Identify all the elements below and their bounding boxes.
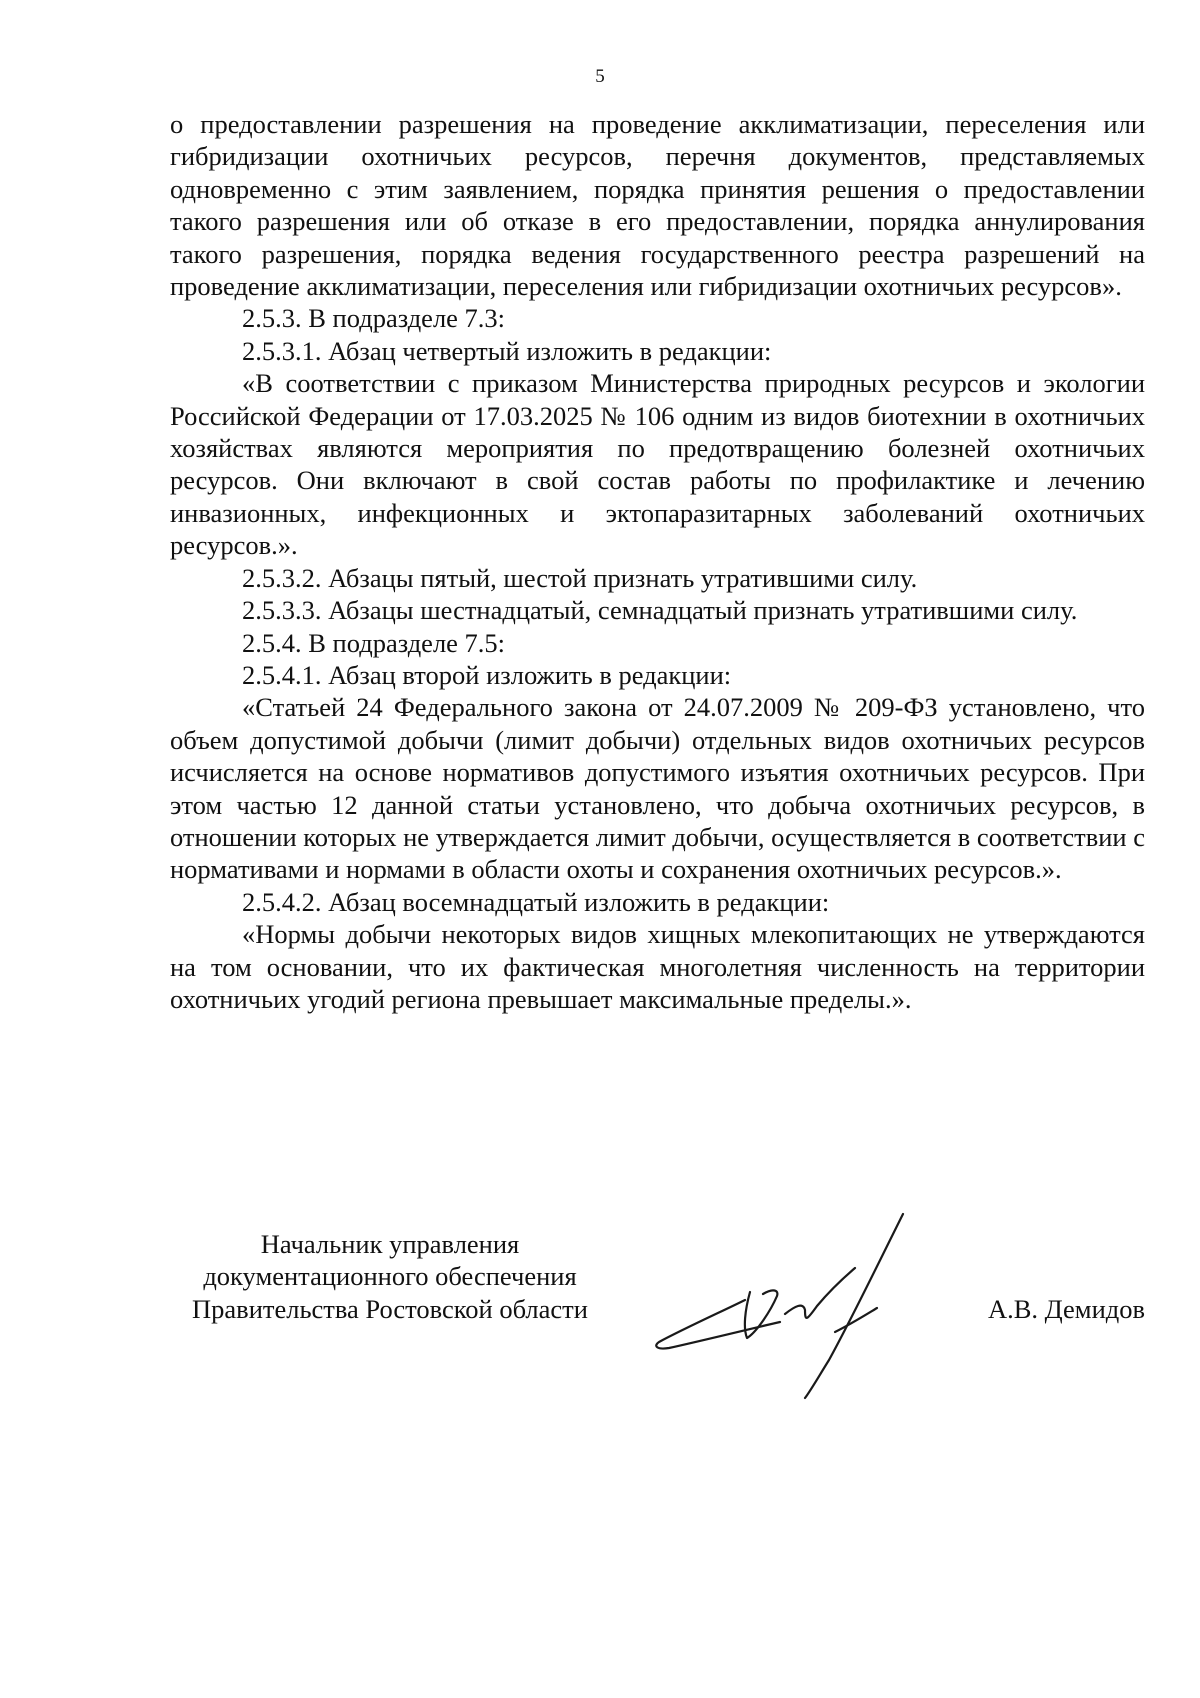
signatory-title-line: Правительства Ростовской области [192, 1293, 588, 1324]
signatory-title-line: Начальник управления [260, 1229, 520, 1259]
paragraph: о предоставлении разрешения на проведение акклиматизации, переселения или гибридизации охотничьих ресурсов, перечня документов, представляемых одновременно с этим заявлением, порядка принятия решения о предоставлении такого разрешения или об отказе в его предоставлении, порядка аннулирования такого разрешения, порядка ведения государственного реестра разрешений на проведение акклиматизации, переселения или гибридизации охотничьих ресурсов». [170, 109, 1145, 302]
paragraph: 2.5.3. В подразделе 7.3: [242, 303, 506, 334]
signature-block [170, 1228, 1145, 1388]
paragraph: 2.5.3.3. Абзацы шестнадцатый, семнадцатый признать утратившими силу. [242, 595, 1078, 626]
signatory-name: А.В. Демидов [987, 1293, 1145, 1324]
paragraph: «Статьей 24 Федерального закона от 24.07.2009 № 209-ФЗ установлено, что объем допустимой добычи (лимит добычи) отдельных видов охотничьих ресурсов исчисляется на основе нормативов допустимого изъятия охотничьих ресурсов. При этом частью 12 данной статьи установлено, что добыча охотничьих ресурсов, в отношении которых не утверждается лимит добычи, осуществляется в соответствии с нормативами и нормами в области охоты и сохранения охотничьих ресурсов.». [170, 692, 1145, 885]
page-number: 5 [595, 66, 605, 87]
signatory-title [170, 1228, 610, 1325]
paragraph: «В соответствии с приказом Министерства природных ресурсов и экологии Российской Федерации от 17.03.2025 № 106 одним из видов биотехнии в охотничьих хозяйствах являются мероприятия по предотвращению болезней охотничьих ресурсов. Они включают в свой состав работы по профилактике и лечению инвазионных, инфекционных и эктопаразитарных заболеваний охотничьих ресурсов.». [170, 368, 1145, 561]
document-body [170, 108, 1145, 1015]
signatory-title-line: документационного обеспечения [203, 1261, 577, 1292]
paragraph: 2.5.3.2. Абзацы пятый, шестой признать утратившими силу. [242, 562, 918, 593]
paragraph: 2.5.4. В подразделе 7.5: [242, 627, 506, 658]
paragraph: 2.5.4.1. Абзац второй изложить в редакции: [242, 659, 732, 690]
paragraph: 2.5.4.2. Абзац восемнадцатый изложить в редакции: [242, 886, 830, 917]
paragraph: 2.5.3.1. Абзац четвертый изложить в редакции: [242, 335, 772, 366]
paragraph: «Нормы добычи некоторых видов хищных млекопитающих не утверждаются на том основании, что их фактическая многолетняя численность на территории охотничьих угодий региона превышает максимальные пределы.». [170, 919, 1145, 1014]
handwritten-signature [645, 1210, 945, 1400]
